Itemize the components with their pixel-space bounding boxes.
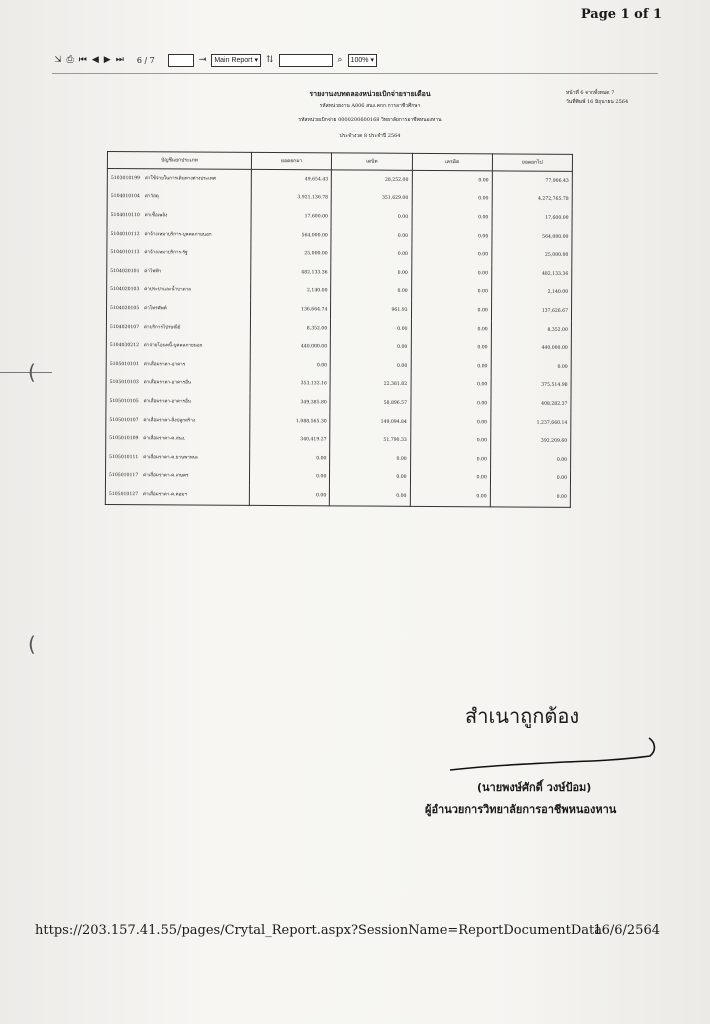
account-name: ค่าเชื้อเพลิง: [144, 213, 168, 219]
account-cell: [106, 448, 250, 467]
account-code: 5104010112: [110, 231, 140, 237]
account-code: 5105010111: [109, 454, 139, 460]
account-cell: [106, 429, 250, 448]
page-count-label: Page 1 of 1: [580, 7, 662, 22]
debit-cell: 0.00: [330, 486, 410, 506]
credit-cell: 0.00: [411, 301, 491, 320]
account-cell: [107, 225, 251, 244]
drill-up-icon[interactable]: ⇅: [265, 55, 274, 65]
account-name: ค่าเสื่อมราคา-ค.ยานพาหนะ: [143, 454, 199, 461]
account-code: 5105010107: [109, 417, 139, 423]
col-header-account: บัญชีแยกประเภท: [107, 152, 251, 170]
credit-cell: 0.00: [411, 338, 491, 357]
account-name: ค่าจ่ายโอนหนี้-บุคคลภายนอก: [143, 343, 203, 349]
carried-forward-cell: 137,626.67: [491, 302, 571, 321]
debit-cell: 0.00: [331, 226, 411, 245]
debit-cell: 0.00: [331, 319, 411, 338]
debit-cell: 0.00: [330, 449, 410, 468]
go-to-page-icon[interactable]: ⇥: [198, 55, 207, 65]
account-code: 5104020101: [110, 268, 140, 274]
report-page-number: หน้าที่ 6 จากทั้งหมด 7: [566, 90, 615, 96]
brought-forward-cell: 1,088,565.30: [250, 412, 330, 431]
punch-hole-mark: (: [28, 360, 36, 384]
debit-cell: 22,381.82: [330, 375, 410, 394]
search-icon[interactable]: ⌕: [337, 55, 343, 65]
next-page-icon[interactable]: ▶: [103, 55, 111, 65]
report-viewer-toolbar: [54, 50, 377, 70]
account-name: ค่าบริการไปรษณีย์: [143, 324, 181, 330]
account-name: ค่าเสื่อมราคา-ค.คอมฯ: [142, 492, 187, 498]
col-header-carried-forward: ยอดยกไป: [492, 154, 572, 171]
carried-forward-cell: 1,237,660.14: [491, 413, 571, 432]
debit-cell: 0.00: [330, 356, 410, 375]
carried-forward-cell: 0.00: [490, 450, 570, 469]
brought-forward-cell: 564,000.00: [251, 226, 331, 245]
report-unit-line: รหัสหน่วยเบิกจ่าย 0000200600168 วิทยาลัยการอาชีพหนองหาน: [298, 117, 442, 123]
account-code: 5104020103: [110, 287, 140, 293]
debit-cell: 961.93: [331, 301, 411, 320]
debit-cell: 0.00: [331, 282, 411, 301]
account-code: 5104030212: [109, 343, 140, 349]
brought-forward-cell: 482,133.36: [251, 263, 331, 282]
account-code: 5104010113: [110, 250, 140, 256]
chevron-down-icon: ▾: [370, 57, 374, 64]
account-code: 5105010127: [108, 491, 139, 498]
brought-forward-cell: 0.00: [250, 467, 330, 486]
report-select[interactable]: [211, 54, 261, 67]
brought-forward-cell: 340,419.27: [250, 430, 330, 449]
go-to-page-input[interactable]: [168, 54, 194, 67]
brought-forward-cell: 0.00: [250, 449, 330, 468]
debit-cell: 58,896.57: [330, 393, 410, 412]
credit-cell: 0.00: [410, 413, 490, 432]
account-cell: [107, 243, 251, 262]
account-name: ค่าไฟฟ้า: [144, 268, 162, 275]
carried-forward-cell: 2,140.00: [491, 283, 571, 302]
carried-forward-cell: 77,906.43: [492, 171, 572, 191]
col-header-brought-forward: ยอดยกมา: [252, 152, 332, 169]
account-cell: [107, 188, 251, 207]
credit-cell: 0.00: [410, 468, 490, 487]
carried-forward-cell: 0.00: [490, 469, 570, 488]
signature-mark: [445, 730, 670, 780]
credit-cell: 0.00: [412, 170, 492, 190]
carried-forward-cell: 0.00: [491, 357, 571, 376]
brought-forward-cell: 0.00: [249, 486, 329, 506]
prev-page-icon[interactable]: ◀: [91, 55, 99, 65]
debit-cell: 0.00: [331, 338, 411, 357]
account-code: 5104020105: [110, 305, 140, 312]
debit-cell: 0.00: [330, 468, 410, 487]
debit-cell: 351,629.00: [332, 189, 412, 208]
report-agency-line: รหัสหน่วยงาน A006 สนง.คกก.การอาชีวศึกษา: [319, 103, 421, 109]
carried-forward-cell: 17,600.00: [492, 209, 572, 228]
carried-forward-cell: 482,133.36: [491, 264, 571, 283]
trial-balance-table: [105, 151, 573, 508]
brought-forward-cell: 136,664.74: [251, 300, 331, 319]
signer-title: ผู้อำนวยการวิทยาลัยการอาชีพหนองหาน: [425, 803, 617, 816]
carried-forward-cell: 0.00: [490, 487, 570, 507]
carried-forward-cell: 564,000.00: [492, 227, 572, 246]
search-input[interactable]: [279, 54, 333, 67]
brought-forward-cell: 353,132.16: [250, 374, 330, 393]
credit-cell: 0.00: [410, 450, 490, 469]
scan-margin-line: [0, 372, 52, 373]
account-name: ค่าเสื่อมราคา-อาคาร: [143, 361, 186, 368]
account-name: ค่าเสื่อมราคา-อาคารอื่น: [143, 399, 191, 405]
credit-cell: 0.00: [411, 320, 491, 339]
brought-forward-cell: 0.00: [250, 356, 330, 375]
report-title: รายงานงบทดลองหน่วยเบิกจ่ายรายเดือน: [309, 89, 431, 98]
account-name: ค่าใช้จ่ายในการเดินทางต่างประเทศ: [144, 176, 216, 182]
brought-forward-cell: 349,385.80: [250, 393, 330, 412]
account-cell: [106, 318, 250, 337]
credit-cell: 0.00: [411, 245, 491, 264]
account-cell: [106, 392, 250, 411]
report-select-value: Main Report: [214, 56, 253, 64]
brought-forward-cell: 17,600.00: [251, 207, 331, 226]
export-icon[interactable]: ⇲: [54, 55, 62, 65]
table-row: [105, 485, 570, 507]
page-indicator: 6 / 7: [136, 55, 155, 65]
debit-cell: 28,252.00: [332, 170, 412, 190]
account-code: 5105010101: [109, 361, 139, 367]
punch-hole-mark: (: [28, 632, 36, 656]
account-name: ค่าเสื่อมราคา-ค.สนง.: [143, 436, 186, 442]
brought-forward-cell: 49,654.43: [251, 169, 331, 189]
account-name: ค่าประปาและน้ำบาดาล: [144, 287, 192, 293]
debit-cell: 51,790.33: [330, 431, 410, 450]
account-name: ค่าจ้างเหมาบริการ-บุคคลภายนอก: [144, 231, 212, 238]
account-name: ค่าจ้างเหมาบริการ-รัฐ: [144, 250, 188, 256]
report-print-date: วันที่พิมพ์ 16 มิถุนายน 2564: [566, 99, 629, 105]
credit-cell: 0.00: [410, 487, 490, 507]
account-name: ค่าเสื่อมราคา-ค.เกษตร: [142, 473, 189, 479]
carried-forward-cell: 440,000.00: [491, 339, 571, 358]
footer-url: https://203.157.41.55/pages/Crytal_Report.aspx?SessionName=ReportDocumentData: [35, 923, 603, 938]
account-cell: [107, 169, 251, 189]
first-page-icon[interactable]: ⏮: [78, 55, 87, 65]
account-code: 5105010117: [109, 473, 139, 479]
report-page-info: [566, 89, 628, 107]
credit-cell: 0.00: [411, 227, 491, 246]
brought-forward-cell: 8,352.00: [251, 319, 331, 338]
account-cell: [106, 374, 250, 393]
account-code: 5105010109: [109, 436, 139, 442]
brought-forward-cell: 2,140.00: [251, 281, 331, 300]
credit-cell: 0.00: [411, 357, 491, 376]
account-code: 5104010104: [110, 194, 140, 200]
print-icon[interactable]: ⎙: [66, 55, 74, 65]
toolbar-divider: [52, 73, 658, 74]
credit-cell: 0.00: [411, 282, 491, 301]
account-cell: [106, 336, 250, 355]
account-code: 5104010110: [110, 213, 140, 219]
account-name: ค่าวัสดุ: [144, 194, 159, 200]
account-cell: [107, 281, 251, 300]
account-name: ค่าเสื่อมราคา-สิ่งปลูกสร้าง: [143, 417, 196, 424]
zoom-select[interactable]: [348, 54, 377, 67]
account-cell: [106, 355, 250, 374]
account-cell: [105, 485, 249, 505]
debit-cell: 0.00: [331, 208, 411, 227]
account-name: ค่าเสื่อมราคา-อาคารอื่น: [143, 380, 192, 386]
account-code: 5105010105: [109, 398, 139, 405]
carried-forward-cell: 4,272,765.78: [492, 190, 572, 209]
debit-cell: 149,094.84: [330, 412, 410, 431]
zoom-select-value: 100%: [350, 56, 369, 64]
account-cell: [107, 206, 251, 225]
carried-forward-cell: 375,514.98: [491, 376, 571, 395]
col-header-debit: เดบิต: [332, 153, 412, 170]
debit-cell: 0.00: [331, 245, 411, 264]
carried-forward-cell: 25,000.00: [492, 246, 572, 265]
debit-cell: 0.00: [331, 263, 411, 282]
certified-copy-text: สำเนาถูกต้อง: [465, 704, 580, 728]
account-code: 5104020107: [109, 324, 140, 330]
account-name: ค่าโทรศัพท์: [144, 306, 167, 312]
account-code: 5103010199: [110, 175, 141, 181]
col-header-credit: เครดิต: [412, 153, 492, 170]
footer-date: 16/6/2564: [593, 923, 660, 938]
report-period-line: ประจำงวด 8 ประจำปี 2564: [339, 133, 401, 139]
brought-forward-cell: 440,000.00: [250, 337, 330, 356]
brought-forward-cell: 25,000.00: [251, 244, 331, 263]
credit-cell: 0.00: [412, 208, 492, 227]
last-page-icon[interactable]: ⏭: [115, 55, 124, 65]
carried-forward-cell: 408,282.37: [491, 394, 571, 413]
carried-forward-cell: 8,352.00: [491, 320, 571, 339]
credit-cell: 0.00: [410, 394, 490, 413]
account-code: 5105010103: [109, 380, 139, 386]
credit-cell: 0.00: [410, 431, 490, 450]
credit-cell: 0.00: [411, 264, 491, 283]
account-cell: [105, 466, 249, 485]
brought-forward-cell: 3,921,136.78: [251, 188, 331, 207]
signer-name: (นายพงษ์ศักดิ์ วงษ์ป้อม): [477, 781, 592, 794]
chevron-down-icon: ▾: [254, 57, 258, 64]
account-cell: [106, 299, 250, 318]
credit-cell: 0.00: [411, 375, 491, 394]
account-cell: [106, 411, 250, 430]
carried-forward-cell: 392,209.60: [490, 432, 570, 451]
credit-cell: 0.00: [412, 189, 492, 208]
account-cell: [107, 262, 251, 281]
